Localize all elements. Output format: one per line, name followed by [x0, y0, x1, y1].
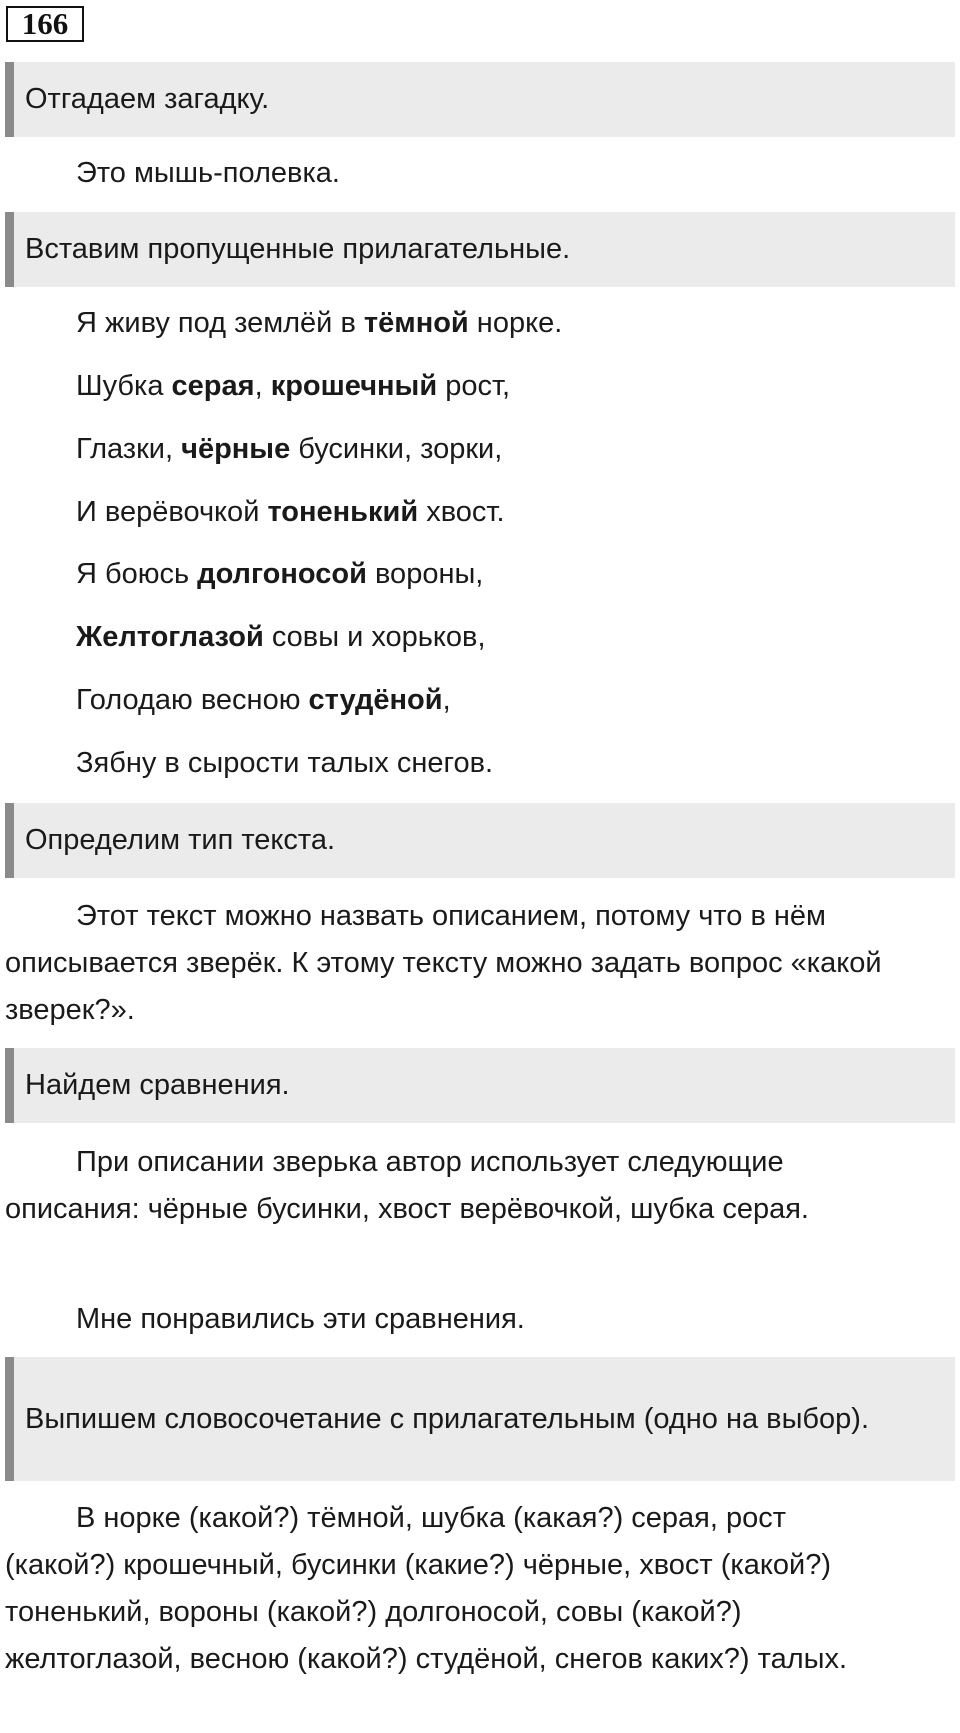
- comparisons-opinion: Мне понравились эти сравнения.: [76, 1303, 525, 1335]
- inserted-adjective: тёмной: [363, 307, 469, 339]
- riddle-answer: Это мышь-полевка.: [76, 157, 340, 189]
- comparisons-paragraph: При описании зверька автор использует следующие описания: чёрные бусинки, хвост верёвочкой, шубка серая.: [5, 1146, 809, 1225]
- inserted-adjective: долгоносой: [197, 558, 367, 590]
- heading-text: Выпишем словосочетание с прилагательным (одно на выбор).: [25, 1402, 870, 1435]
- inserted-adjective: Желтоглазой: [76, 621, 264, 653]
- task-number: 166: [6, 6, 84, 42]
- poem-line: Голодаю весною студёной,: [76, 684, 451, 716]
- heading-text: Найдем сравнения.: [25, 1069, 290, 1101]
- poem-line: Глазки, чёрные бусинки, зорки,: [76, 433, 503, 465]
- inserted-adjective: чёрные: [181, 433, 291, 465]
- poem-line: Я боюсь долгоносой вороны,: [76, 558, 484, 590]
- section-heading-phrases: [5, 1357, 955, 1481]
- inserted-adjective: тоненький: [267, 496, 419, 528]
- poem-line: Шубка серая, крошечный рост,: [76, 370, 511, 402]
- poem-line: И верёвочкой тоненький хвост.: [76, 496, 505, 528]
- inserted-adjective: крошечный: [270, 370, 438, 402]
- section-heading-comparisons: [5, 1048, 955, 1123]
- section-heading-text-type: [5, 803, 955, 878]
- heading-text: Вставим пропущенные прилагательные.: [25, 233, 571, 265]
- inserted-adjective: серая: [171, 370, 255, 402]
- poem-line: Желтоглазой совы и хорьков,: [76, 621, 486, 653]
- poem-line: Зябну в сырости талых снегов.: [76, 747, 494, 779]
- text-type-paragraph: Этот текст можно назвать описанием, потому что в нём описывается зверёк. К этому тексту можно задать вопрос «какой зверек?».: [5, 900, 882, 1026]
- heading-text: Отгадаем загадку.: [25, 83, 270, 115]
- heading-text: Определим тип текста.: [25, 824, 336, 856]
- poem-line: Я живу под землёй в тёмной норке.: [76, 307, 563, 339]
- phrases-paragraph: В норке (какой?) тёмной, шубка (какая?) серая, рост (какой?) крошечный, бусинки (какие?) чёрные, хвост (какой?) тоненький, вороны (какой?) долгоносой, совы (какой?) желтоглазой, весною (какой?) студёной, снегов каких?) талых.: [5, 1502, 848, 1675]
- inserted-adjective: студёной: [308, 684, 443, 716]
- section-heading-insert-adjectives: [5, 212, 955, 287]
- section-heading-riddle: [5, 62, 955, 137]
